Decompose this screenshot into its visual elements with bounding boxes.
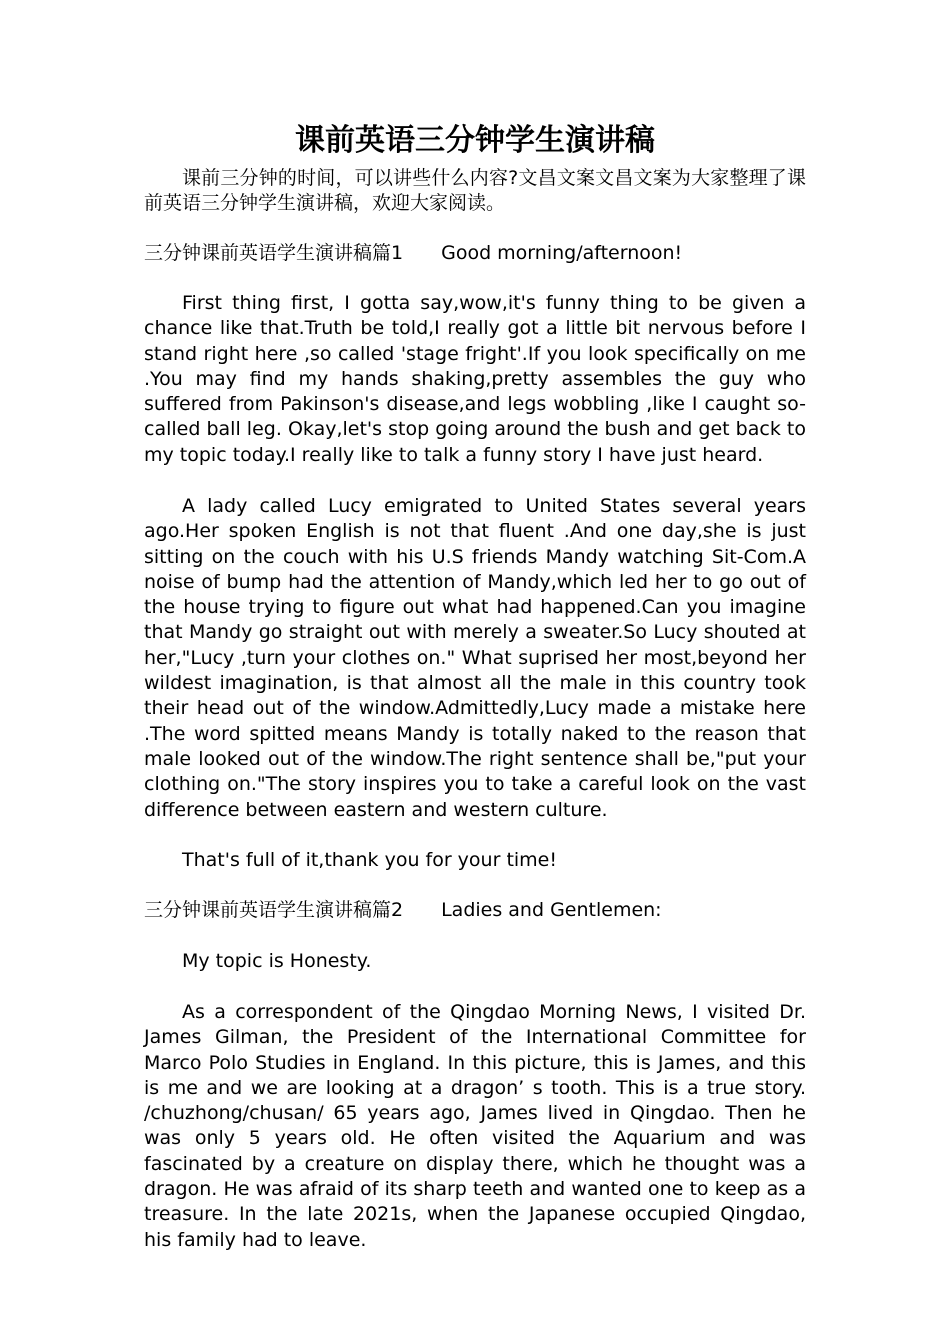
section2-greeting: Ladies and Gentlemen: <box>441 899 662 921</box>
section2-paragraph: My topic is Honesty. <box>182 950 372 972</box>
section2-heading-line <box>144 898 806 923</box>
document-title: 课前英语三分钟学生演讲稿 <box>295 123 655 158</box>
intro-paragraph: 课前三分钟的时间，可以讲些什么内容?文昌文案文昌文案为大家整理了课前英语三分钟学生演讲稿，欢迎大家阅读。 <box>144 167 806 215</box>
section1-greeting: Good morning/afternoon! <box>441 242 683 264</box>
section1-heading-line <box>144 241 806 266</box>
section1-paragraph: That's full of it,thank you for your time! <box>182 849 557 871</box>
section1-heading: 三分钟课前英语学生演讲稿篇1 <box>144 242 404 264</box>
section2-heading: 三分钟课前英语学生演讲稿篇2 <box>144 899 404 921</box>
section2-paragraph: As a correspondent of the Qingdao Morning News, I visited Dr. James Gilman, the President of the International Committee for Marco Polo Studies in England. In this picture, this is James, and this is me and we are looking at a dragon’ s tooth. This is a true story. /chuzhong/chusan/ 65 years ago, James lived in Qingdao. Then he was only 5 years old. He often visited the Aquarium and was fascinated by a creature on display there, which he thought was a dragon. He was afraid of its sharp teeth and wanted one to keep as a treasure. In the late 2021s, when the Japanese occupied Qingdao, his family had to leave. <box>144 1001 806 1251</box>
section1-paragraph: First thing first, I gotta say,wow,it's funny thing to be given a chance like that.Truth be told,I really got a little bit nervous before I stand right here ,so called 'stage fright'.If you look specifically on me .You may find my hands shaking,pretty assembles the guy who suffered from Pakinson's disease,and legs wobbling ,like I caught so-called ball leg. Okay,let's stop going around the bush and get back to my topic today.I really like to talk a funny story I have just heard. <box>144 292 806 466</box>
section1-paragraph: A lady called Lucy emigrated to United States several years ago.Her spoken English is not that fluent .And one day,she is just sitting on the couch with his U.S friends Mandy watching Sit-Com.A noise of bump had the attention of Mandy,which led her to go out of the house trying to figure out what had happened.Can you imagine that Mandy go straight out with merely a sweater.So Lucy shouted at her,"Lucy ,turn your clothes on." What suprised her most,beyond her wildest imagination, is that almost all the male in this country took their head out of the window.Admittedly,Lucy made a mistake here .The word spitted means Mandy is totally naked to the reason that male looked out of the window.The right sentence shall be,"put your clothing on."The story inspires you to take a careful look on the vast difference between eastern and western culture. <box>144 495 806 821</box>
